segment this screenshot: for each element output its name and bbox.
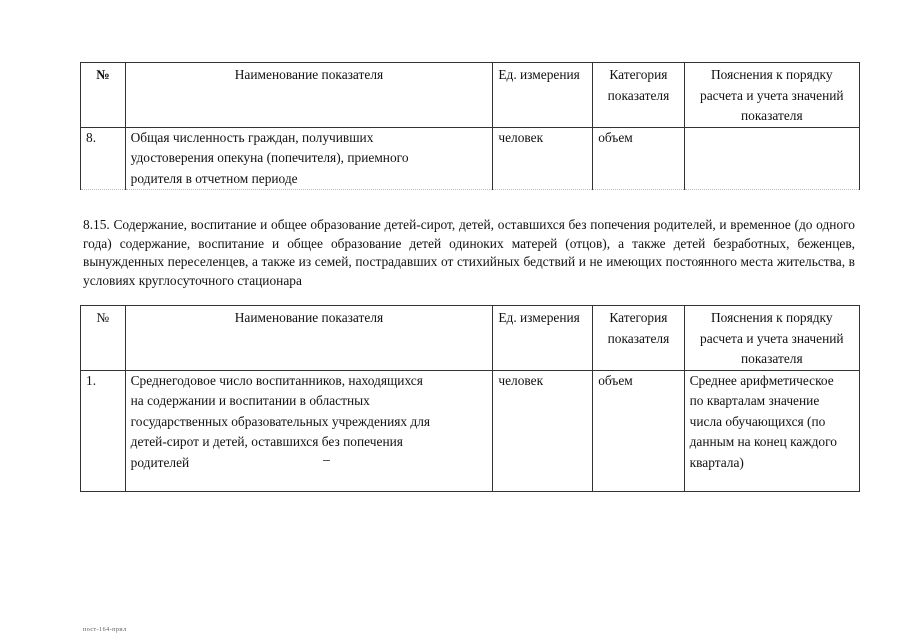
header-category: Категория показателя xyxy=(593,306,684,371)
row-number: 8. xyxy=(81,127,126,190)
row-category: объем xyxy=(593,127,684,190)
row-number: 1. xyxy=(81,370,126,491)
section-paragraph: 8.15. Содержание, воспитание и общее образование детей-сирот, детей, оставшихся без попечения родителей, и временное (до одного года) содержание, воспитание и общее образование детей одиноких матерей (отцов), а также детей безработных, беженцев, вынужденных переселенцев, а также из семей, пострадавших от стихийных бедствий и не имеющих постоянного места жительства, в условиях круглосуточного стационара xyxy=(83,217,855,288)
header-unit: Ед. измерения xyxy=(493,306,593,371)
header-notes: Пояснения к порядку расчета и учета значений показателя xyxy=(684,63,859,128)
row-notes xyxy=(684,127,859,190)
indicators-table-1 xyxy=(80,62,860,190)
indicators-table-2 xyxy=(80,305,860,492)
header-number: № xyxy=(81,63,126,128)
row-category: объем xyxy=(593,370,684,491)
header-unit: Ед. измерения xyxy=(493,63,593,128)
row-unit: человек xyxy=(493,127,593,190)
header-indicator-name: Наименование показателя xyxy=(125,63,493,128)
table-header-row xyxy=(81,63,860,128)
table-row xyxy=(81,127,860,190)
header-number: № xyxy=(81,306,126,371)
footer-filename: пост-164-прил xyxy=(83,627,127,633)
table-header-row xyxy=(81,306,860,371)
scan-mark xyxy=(323,460,330,461)
header-category: Категория показателя xyxy=(593,63,684,128)
header-notes: Пояснения к порядку расчета и учета значений показателя xyxy=(684,306,859,371)
row-unit: человек xyxy=(493,370,593,491)
row-indicator-name: Среднегодовое число воспитанников, находящихся на содержании и воспитании в областных государственных образовательных учреждениях для детей-сирот и детей, оставшихся без попечения родителей xyxy=(125,370,493,491)
table-row xyxy=(81,370,860,491)
row-notes: Среднее арифметическое по кварталам значение числа обучающихся (по данным на конец каждого квартала) xyxy=(684,370,859,491)
header-indicator-name: Наименование показателя xyxy=(125,306,493,371)
row-indicator-name: Общая численность граждан, получивших удостоверения опекуна (попечителя), приемного родителя в отчетном периоде xyxy=(125,127,493,190)
